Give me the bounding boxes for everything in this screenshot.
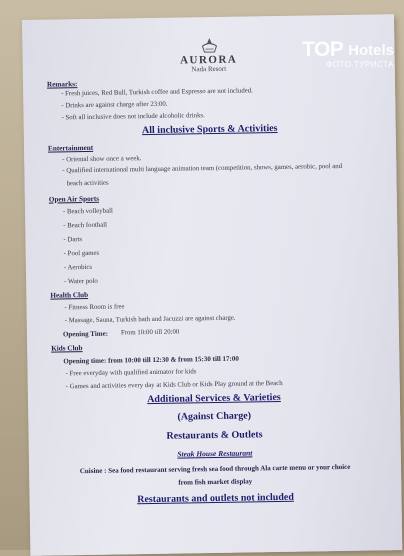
list-item: - Water polo <box>64 278 98 286</box>
list-item: - Beach football <box>63 222 107 230</box>
list-item: - Qualified international multi language animation team (competition, shows, games, aerobic, pool and <box>62 163 342 174</box>
entertainment-heading: Entertainment <box>48 144 93 153</box>
list-item: - Darts <box>63 236 82 243</box>
list-item: - Beach volleyball <box>63 208 113 216</box>
cuisine-line-2: from fish market display <box>29 475 401 489</box>
steak-house-heading: Steak House Restaurant <box>29 446 401 461</box>
hotel-logo-name: AURORA <box>23 51 395 69</box>
additional-services-title: Additional Services & Varieties <box>28 390 400 407</box>
list-item: - Fitness Room is free <box>64 303 124 311</box>
hotel-building-icon <box>345 42 346 58</box>
list-item: - Fresh juices, Red Bull, Turkish coffee and Espresso are not included. <box>61 87 253 97</box>
not-included-title: Restaurants and outlets not included <box>29 490 401 507</box>
kids-club-heading: Kids Club <box>51 344 82 352</box>
opening-time-value: From 10:00 till 20:00 <box>121 329 179 337</box>
watermark-top-text: TOP <box>302 38 343 62</box>
list-item-continuation: beach activities <box>67 180 109 188</box>
list-item: - Pool games <box>64 250 100 258</box>
opening-time-label: Opening Time: <box>63 330 108 339</box>
list-item: - Drinks are against charge after 23:00. <box>61 101 167 110</box>
list-item: - Soft all inclusive does not include alcoholic drinks. <box>61 112 204 121</box>
list-item: - Free everyday with qualified animator for kids <box>66 368 197 377</box>
list-item: - Oriental show once a week. <box>62 155 141 163</box>
open-air-sports-heading: Open Air Sports <box>49 195 99 204</box>
against-charge-label: (Against Charge) <box>28 408 400 425</box>
watermark-hotels-text: Hotels <box>348 42 394 59</box>
remarks-heading: Remarks: <box>47 80 77 88</box>
aurora-emblem-icon <box>198 37 220 55</box>
watermark-subtitle: ФОТО ТУРИСТА <box>302 60 394 69</box>
sports-activities-title: All inclusive Sports & Activities <box>24 121 396 138</box>
kids-club-opening-time: Opening time: from 10:00 till 12:30 & from 15:30 till 17:00 <box>63 355 239 366</box>
list-item: - Massage, Sauna, Turkish bath and Jacuzzi are against charge. <box>65 315 236 325</box>
list-item: - Aerobics <box>64 264 92 271</box>
hotel-logo-subtitle: Nada Resort <box>23 62 395 76</box>
health-club-heading: Health Club <box>50 291 88 300</box>
tophotels-watermark <box>302 38 394 80</box>
list-item: - Games and activities every day at Kids Club or Kids Play ground at the Beach <box>66 380 283 390</box>
restaurants-outlets-title: Restaurants & Outlets <box>28 427 400 444</box>
cuisine-line-1: Cuisine : Sea food restaurant serving fresh sea food through Ala carte menu or your choice <box>29 462 401 476</box>
menu-sheet <box>22 14 402 556</box>
